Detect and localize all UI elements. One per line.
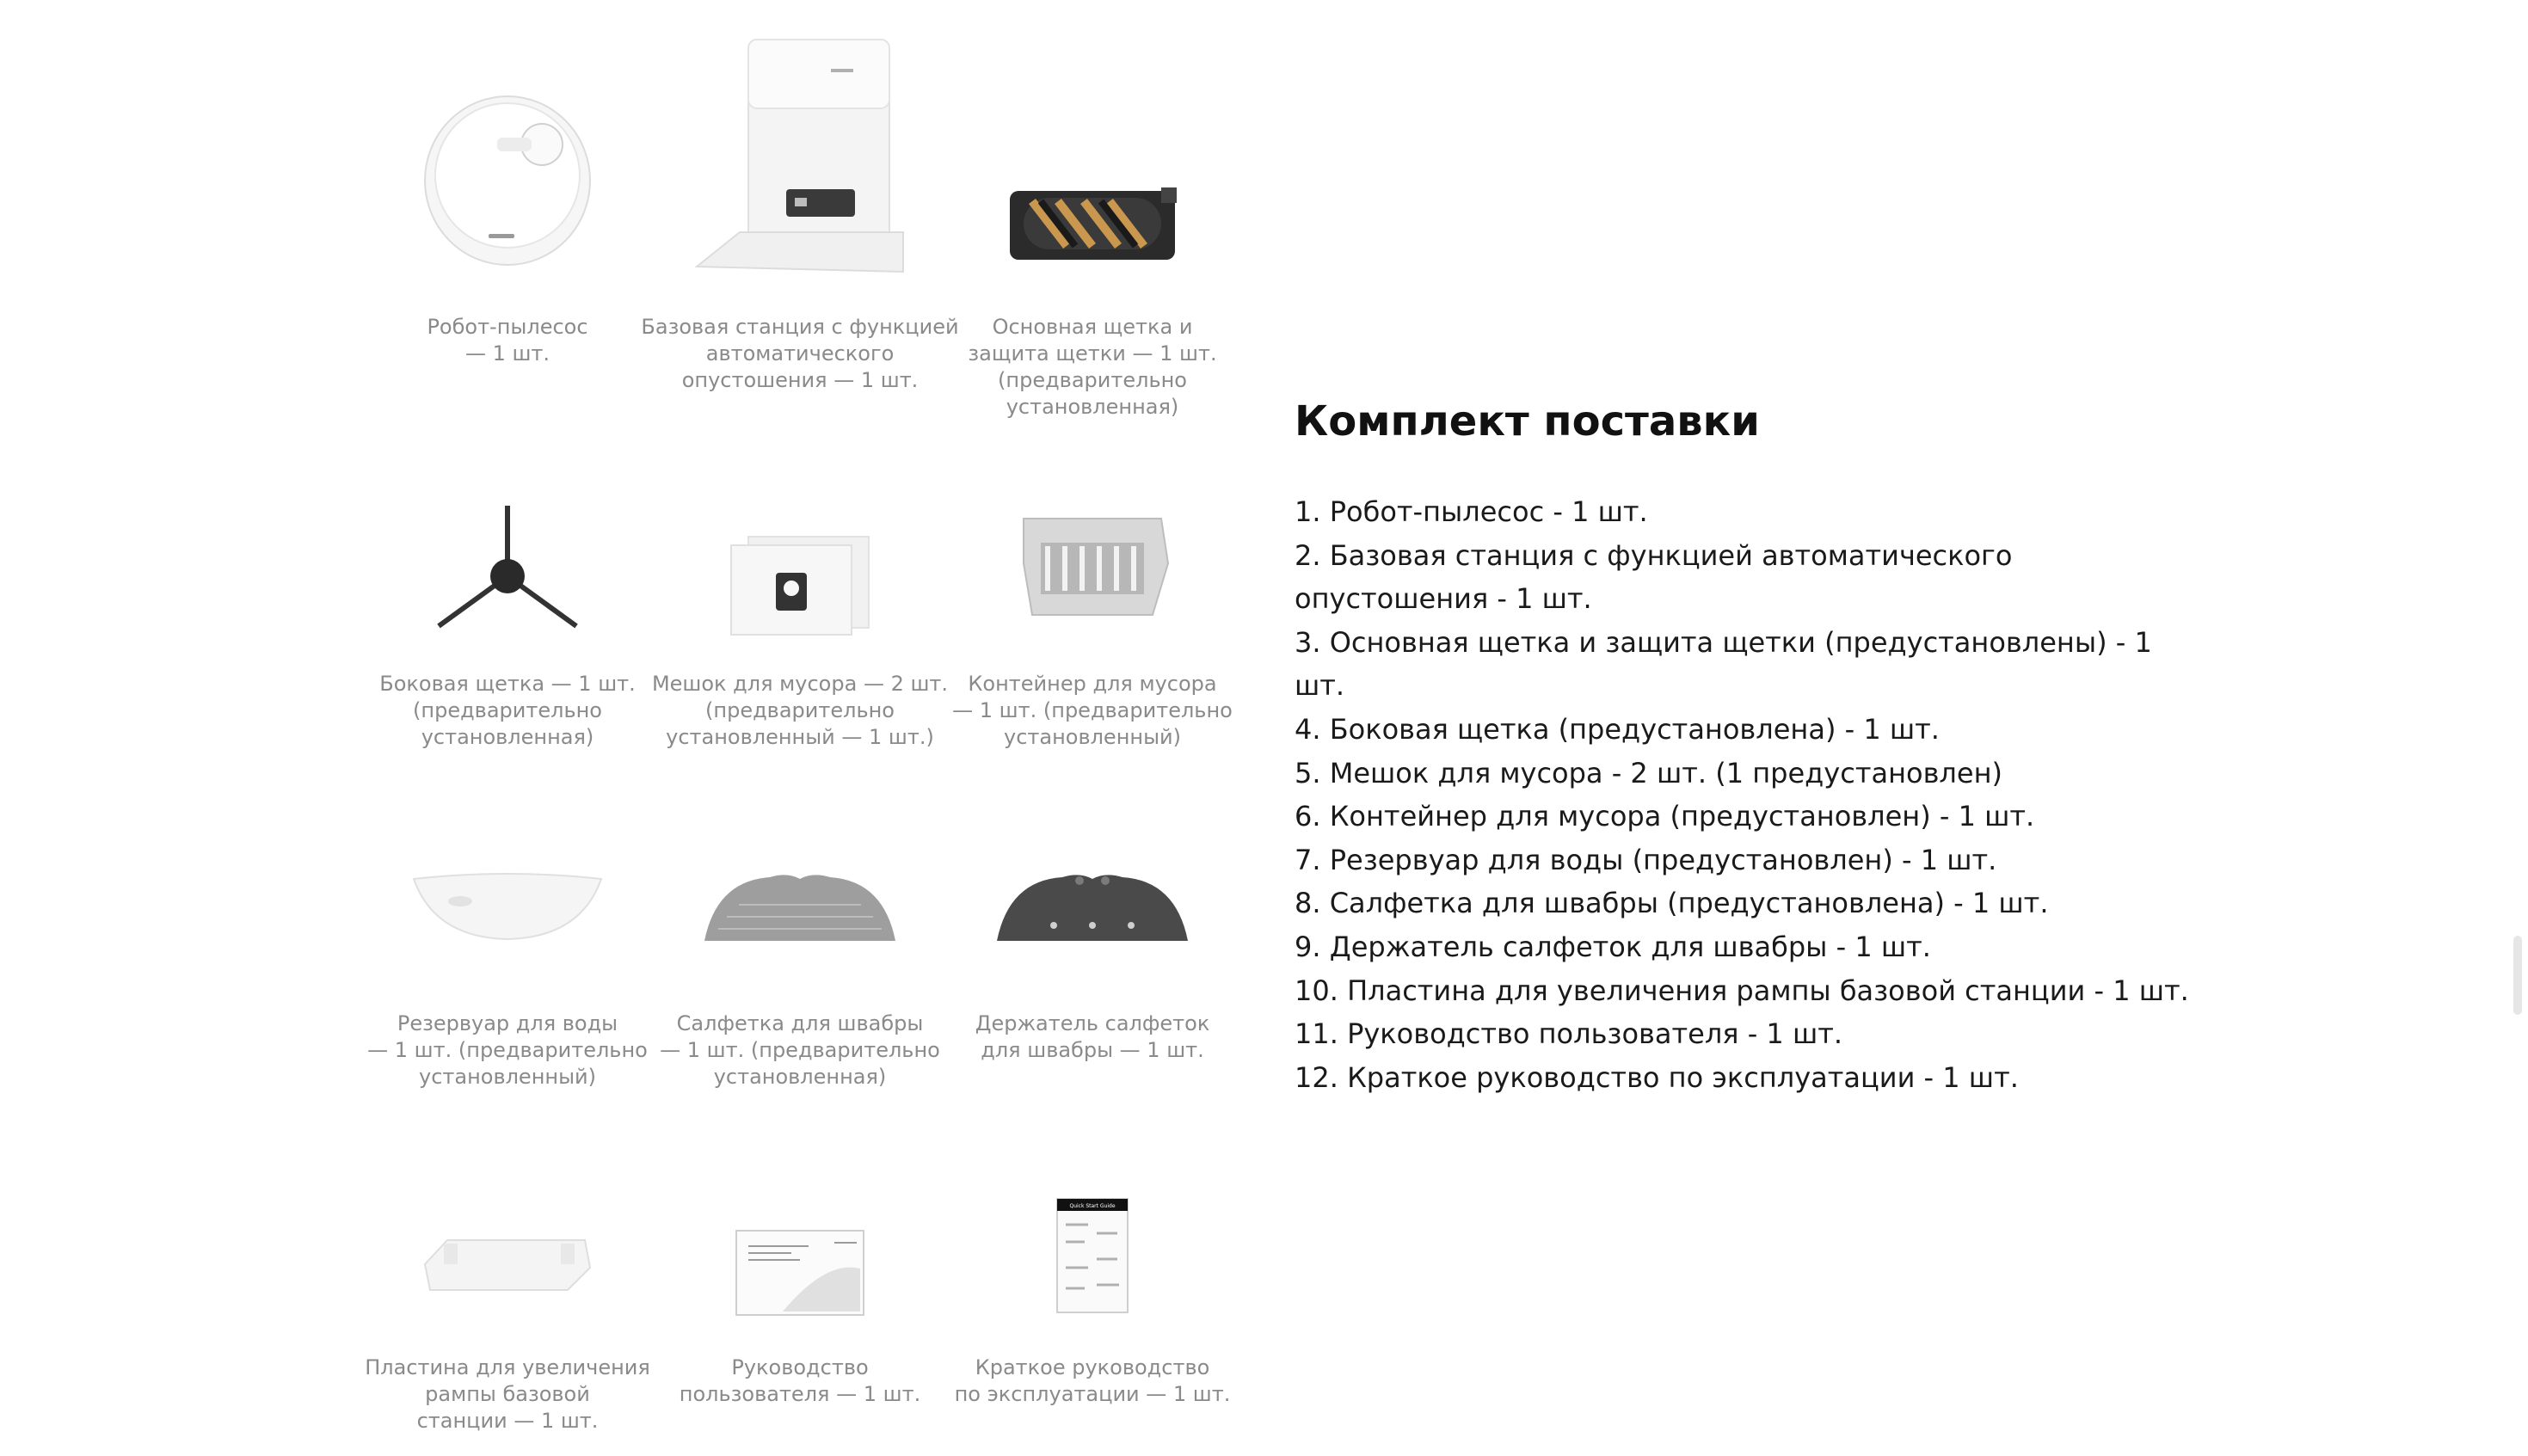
kit-item-caption: Основная щетка и защита щетки — 1 шт. (предварительно установленная) [968,315,1217,419]
package-list-item: 5. Мешок для мусора - 2 шт. (1 предустановлен) [1295,756,2002,789]
package-list-item: 12. Краткое руководство по эксплуатации - 1 шт. [1295,1060,2019,1094]
quick-guide-cover-title: Quick Start Guide [1069,1203,1116,1209]
kit-item-caption: Робот-пылесос — 1 шт. [427,315,588,366]
main-brush-icon [929,0,1256,224]
package-list-item: 9. Держатель салфеток для швабры - 1 шт. [1295,930,1931,963]
package-list-item: 10. Пластина для увеличения рампы базовой станции - 1 шт. [1295,974,2189,1007]
dust-bin-icon [929,357,1256,581]
kit-item-caption: Салфетка для швабры — 1 шт. (предварительно установленная) [660,1011,940,1089]
user-manual-icon [637,1041,963,1264]
mop-holder-icon [929,697,1256,920]
quick-guide-icon [929,1041,1256,1264]
robot-vacuum-icon [344,0,671,224]
kit-item-caption: Боковая щетка — 1 шт. (предварительно установленная) [379,672,636,749]
kit-item-caption: Держатель салфеток для швабры — 1 шт. [975,1011,1210,1062]
mop-pad-icon [637,697,963,920]
kit-item-caption: Базовая станция с функцией автоматического опустошения — 1 шт. [641,315,959,392]
scrollbar-thumb[interactable] [2513,936,2522,1015]
package-list-item: 3. Основная щетка и защита щетки (предустановлены) - 1 шт. [1295,625,2152,703]
package-title: Комплект поставки [1295,397,1760,445]
kit-item-caption: Мешок для мусора — 2 шт. (предварительно установленный — 1 шт.) [651,672,949,749]
kit-item-caption: Руководство пользователя — 1 шт. [679,1355,921,1406]
kit-item-caption: Краткое руководство по эксплуатации — 1 шт. [954,1355,1231,1406]
package-list-item: 8. Салфетка для швабры (предустановлена) - 1 шт. [1295,887,2049,920]
kit-item-caption: Контейнер для мусора — 1 шт. (предварительно установленный) [952,672,1233,749]
package-list [1295,490,2189,1099]
kit-item-caption: Резервуар для воды — 1 шт. (предварительно установленный) [367,1011,648,1089]
ramp-plate-icon [344,1041,671,1264]
water-tank-icon [344,697,671,920]
package-list-item: 11. Руководство пользователя - 1 шт. [1295,1017,1843,1051]
package-list-item: 1. Робот-пылесос - 1 шт. [1295,495,1648,528]
dust-bag-icon [637,357,963,581]
package-list-item: 7. Резервуар для воды (предустановлен) - 1 шт. [1295,843,1997,876]
side-brush-icon [344,357,671,581]
package-contents-section [1295,397,2189,1099]
package-list-item: 6. Контейнер для мусора (предустановлен) - 1 шт. [1295,800,2035,833]
base-station-icon [637,0,963,224]
kit-item-caption: Пластина для увеличения рампы базовой станции — 1 шт. [365,1355,650,1433]
package-list-item: 2. Базовая станция с функцией автоматического опустошения - 1 шт. [1295,538,2013,616]
package-list-item: 4. Боковая щетка (предустановлена) - 1 шт. [1295,712,1940,746]
kit-contents-grid [344,0,1256,1456]
